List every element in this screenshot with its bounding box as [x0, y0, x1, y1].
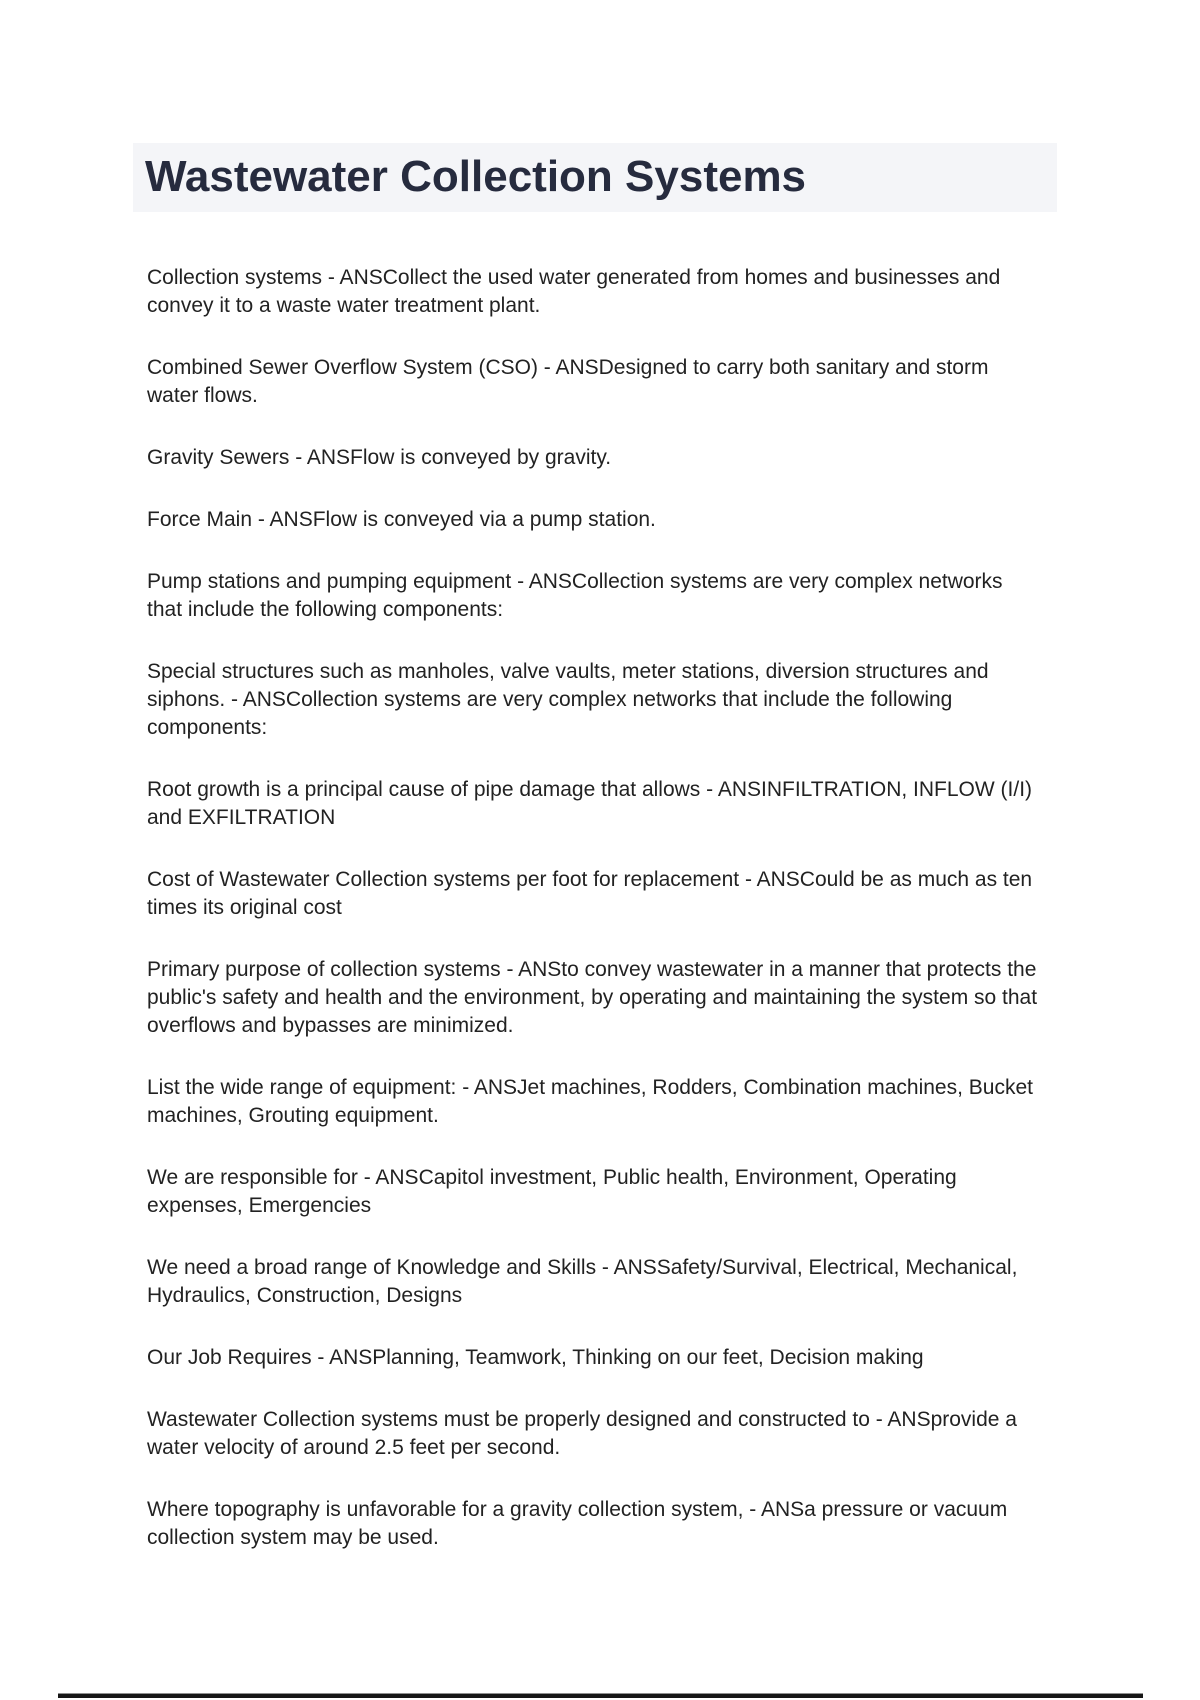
flashcard-paragraph: Force Main - ANSFlow is conveyed via a pump station.	[147, 508, 656, 531]
flashcard-paragraph: Gravity Sewers - ANSFlow is conveyed by gravity.	[147, 446, 612, 469]
flashcard-paragraph: Primary purpose of collection systems - ANSto convey wastewater in a manner that protects the public's safety and health and the environment, by operating and maintaining the system so that overflows and bypasses are minimized.	[147, 958, 1038, 1037]
page-title: Wastewater Collection Systems	[133, 143, 1057, 212]
flashcard-list	[147, 264, 1042, 1586]
flashcard-paragraph: Where topography is unfavorable for a gravity collection system, - ANSa pressure or vacuum collection system may be used.	[147, 1498, 1008, 1549]
flashcard-paragraph: Cost of Wastewater Collection systems per foot for replacement - ANSCould be as much as ten times its original cost	[147, 868, 1033, 919]
flashcard-paragraph: We need a broad range of Knowledge and Skills - ANSSafety/Survival, Electrical, Mechanical, Hydraulics, Construction, Designs	[147, 1256, 1018, 1307]
flashcard-paragraph: Pump stations and pumping equipment - ANSCollection systems are very complex networks that include the following components:	[147, 570, 1003, 621]
flashcard-paragraph: Root growth is a principal cause of pipe damage that allows - ANSINFILTRATION, INFLOW (I/I) and EXFILTRATION	[147, 778, 1033, 829]
flashcard-paragraph: Combined Sewer Overflow System (CSO) - ANSDesigned to carry both sanitary and storm water flows.	[147, 356, 989, 407]
flashcard-paragraph: Wastewater Collection systems must be properly designed and constructed to - ANSprovide a water velocity of around 2.5 feet per second.	[147, 1408, 1017, 1459]
flashcard-paragraph: We are responsible for - ANSCapitol investment, Public health, Environment, Operating expenses, Emergencies	[147, 1166, 957, 1217]
flashcard-paragraph: Special structures such as manholes, valve vaults, meter stations, diversion structures and siphons. - ANSCollection systems are very complex networks that include the following components:	[147, 660, 989, 739]
flashcard-paragraph: Collection systems - ANSCollect the used water generated from homes and businesses and convey it to a waste water treatment plant.	[147, 266, 1001, 317]
flashcard-paragraph: Our Job Requires - ANSPlanning, Teamwork, Thinking on our feet, Decision making	[147, 1346, 924, 1369]
page-bottom-divider	[58, 1693, 1143, 1698]
flashcard-paragraph: List the wide range of equipment: - ANSJet machines, Rodders, Combination machines, Bucket machines, Grouting equipment.	[147, 1076, 1033, 1127]
